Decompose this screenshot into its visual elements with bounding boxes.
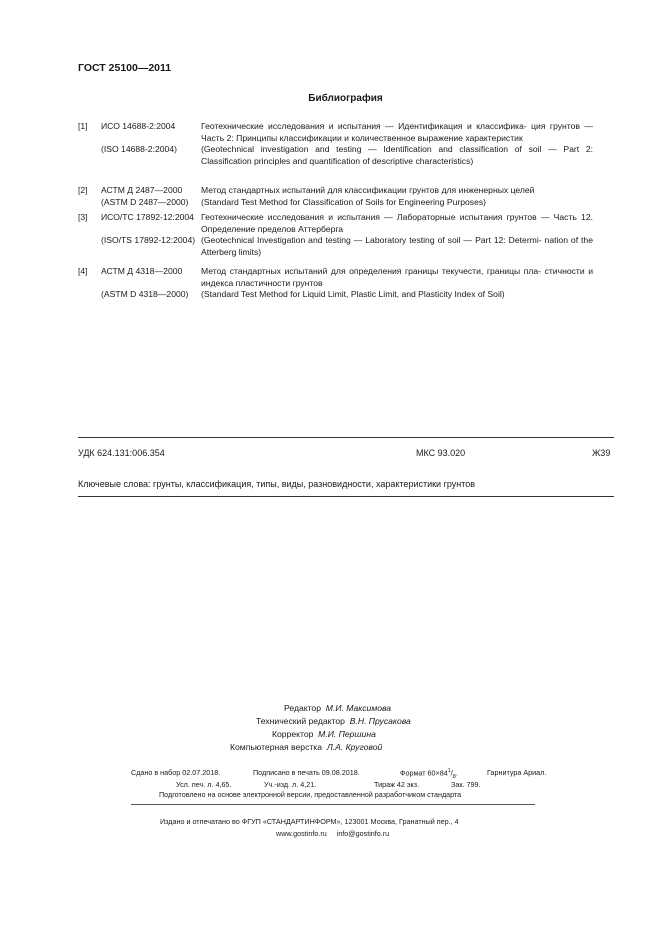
bibliography-entry xyxy=(78,121,618,167)
credit-person: М.И. Першина xyxy=(318,729,376,739)
entry-code: ИСО/ТС 17892-12:2004 xyxy=(101,212,194,222)
print-submitted: Сдано в набор 02.07.2018. xyxy=(131,768,221,777)
keywords: Ключевые слова: грунты, классификация, типы, виды, разновидности, характеристики грунтов xyxy=(78,479,476,489)
entry-description-en: (Standard Test Method for Classification of Soils for Engineering Purposes) xyxy=(201,196,487,207)
entry-description-en: (Standard Test Method for Liquid Limit, Plastic Limit, and Plasticity Index of Soil) xyxy=(201,289,505,299)
credit-role: Технический редактор xyxy=(256,716,345,726)
credit-layout xyxy=(230,742,382,752)
entry-number: [1] xyxy=(78,121,88,131)
print-circulation: Тираж 42 экз. xyxy=(374,780,420,789)
credit-person: Л.А. Круговой xyxy=(326,742,383,752)
entry-description: Геотехнические исследования и испытания — Идентификация и классифика- ция грунтов — Часть 2: Принципы классификации и количественное выражение характеристик xyxy=(201,121,593,143)
entry-description-en: (Geotechnical Investigation and testing — Laboratory testing of soil — Part 12: Determi- nation of the Atterberg limits) xyxy=(201,235,593,257)
entry-code: ИСО 14688-2:2004 xyxy=(101,121,176,131)
bibliography-entry xyxy=(78,185,618,208)
print-format: Формат $60\times 84^1/_8$. xyxy=(400,768,458,780)
group-code: Ж39 xyxy=(592,448,611,458)
publisher-address: Издано и отпечатано во ФГУП «СТАНДАРТИНФОРМ», 123001 Москва, Гранатный пер., 4 xyxy=(160,817,459,826)
entry-code-en: (ASTM D 4318—2000) xyxy=(101,289,189,299)
entry-number: [2] xyxy=(78,185,88,195)
mks-code: МКС 93.020 xyxy=(416,448,466,458)
credit-person: В.Н. Прусакова xyxy=(349,716,411,726)
entry-code: АСТМ Д 2487—2000 xyxy=(101,185,183,195)
publisher-websites: www.gostinfo.ru info@gostinfo.ru xyxy=(276,829,390,838)
entry-description: Метод стандартных испытаний для классификации грунтов для инженерных целей xyxy=(201,185,535,195)
credit-role: Компьютерная верстка xyxy=(230,742,323,752)
print-sheets: Усл. печ. л. 4,65. xyxy=(176,780,232,789)
entry-code-en: (ISO 14688-2:2004) xyxy=(101,144,177,154)
entry-description: Метод стандартных испытаний для определения границы текучести, границы пла- стичности и индекса пластичности грунтов xyxy=(201,266,593,288)
credit-proofreader xyxy=(272,729,376,739)
udk-code: УДК 624.131:006.354 xyxy=(78,448,165,458)
credit-person: М.И. Максимова xyxy=(325,703,392,713)
credit-technical-editor xyxy=(256,716,411,726)
print-typeface: Гарнитура Ариал. xyxy=(487,768,547,777)
divider-top xyxy=(78,437,614,438)
entry-code: АСТМ Д 4318—2000 xyxy=(101,266,183,276)
entry-code-en: (ISO/TS 17892-12:2004) xyxy=(101,235,196,245)
credit-role: Редактор xyxy=(284,703,321,713)
entry-number: [3] xyxy=(78,212,88,222)
entry-number: [4] xyxy=(78,266,88,276)
credit-role: Корректор xyxy=(272,729,314,739)
bibliography-entry xyxy=(78,266,618,301)
bibliography-title: Библиография xyxy=(308,93,383,104)
divider-bottom xyxy=(78,496,614,497)
print-prepared: Подготовлено на основе электронной версии, предоставленной разработчиком стандарта xyxy=(159,790,462,799)
print-order: Зак. 799. xyxy=(451,780,481,789)
credit-editor xyxy=(284,703,391,713)
print-signed: Подписано в печать 09.08.2018. xyxy=(253,768,360,777)
entry-description: Геотехнические исследования и испытания — Лабораторные испытания грунтов — Часть 12. Определение пределов Аттерберга xyxy=(201,212,593,234)
bibliography-entry xyxy=(78,212,618,258)
divider-publisher xyxy=(131,804,535,805)
entry-description-en: (Geotechnical investigation and testing — Identification and classification of soil — Part 2: Classification principles and quantification of descriptive characteristics) xyxy=(201,144,593,166)
standard-number: ГОСТ 25100—2011 xyxy=(78,62,172,74)
print-pub-sheets: Уч.-изд. л. 4,21. xyxy=(264,780,317,789)
entry-code-en: (ASTM D 2487—2000) xyxy=(101,196,189,207)
